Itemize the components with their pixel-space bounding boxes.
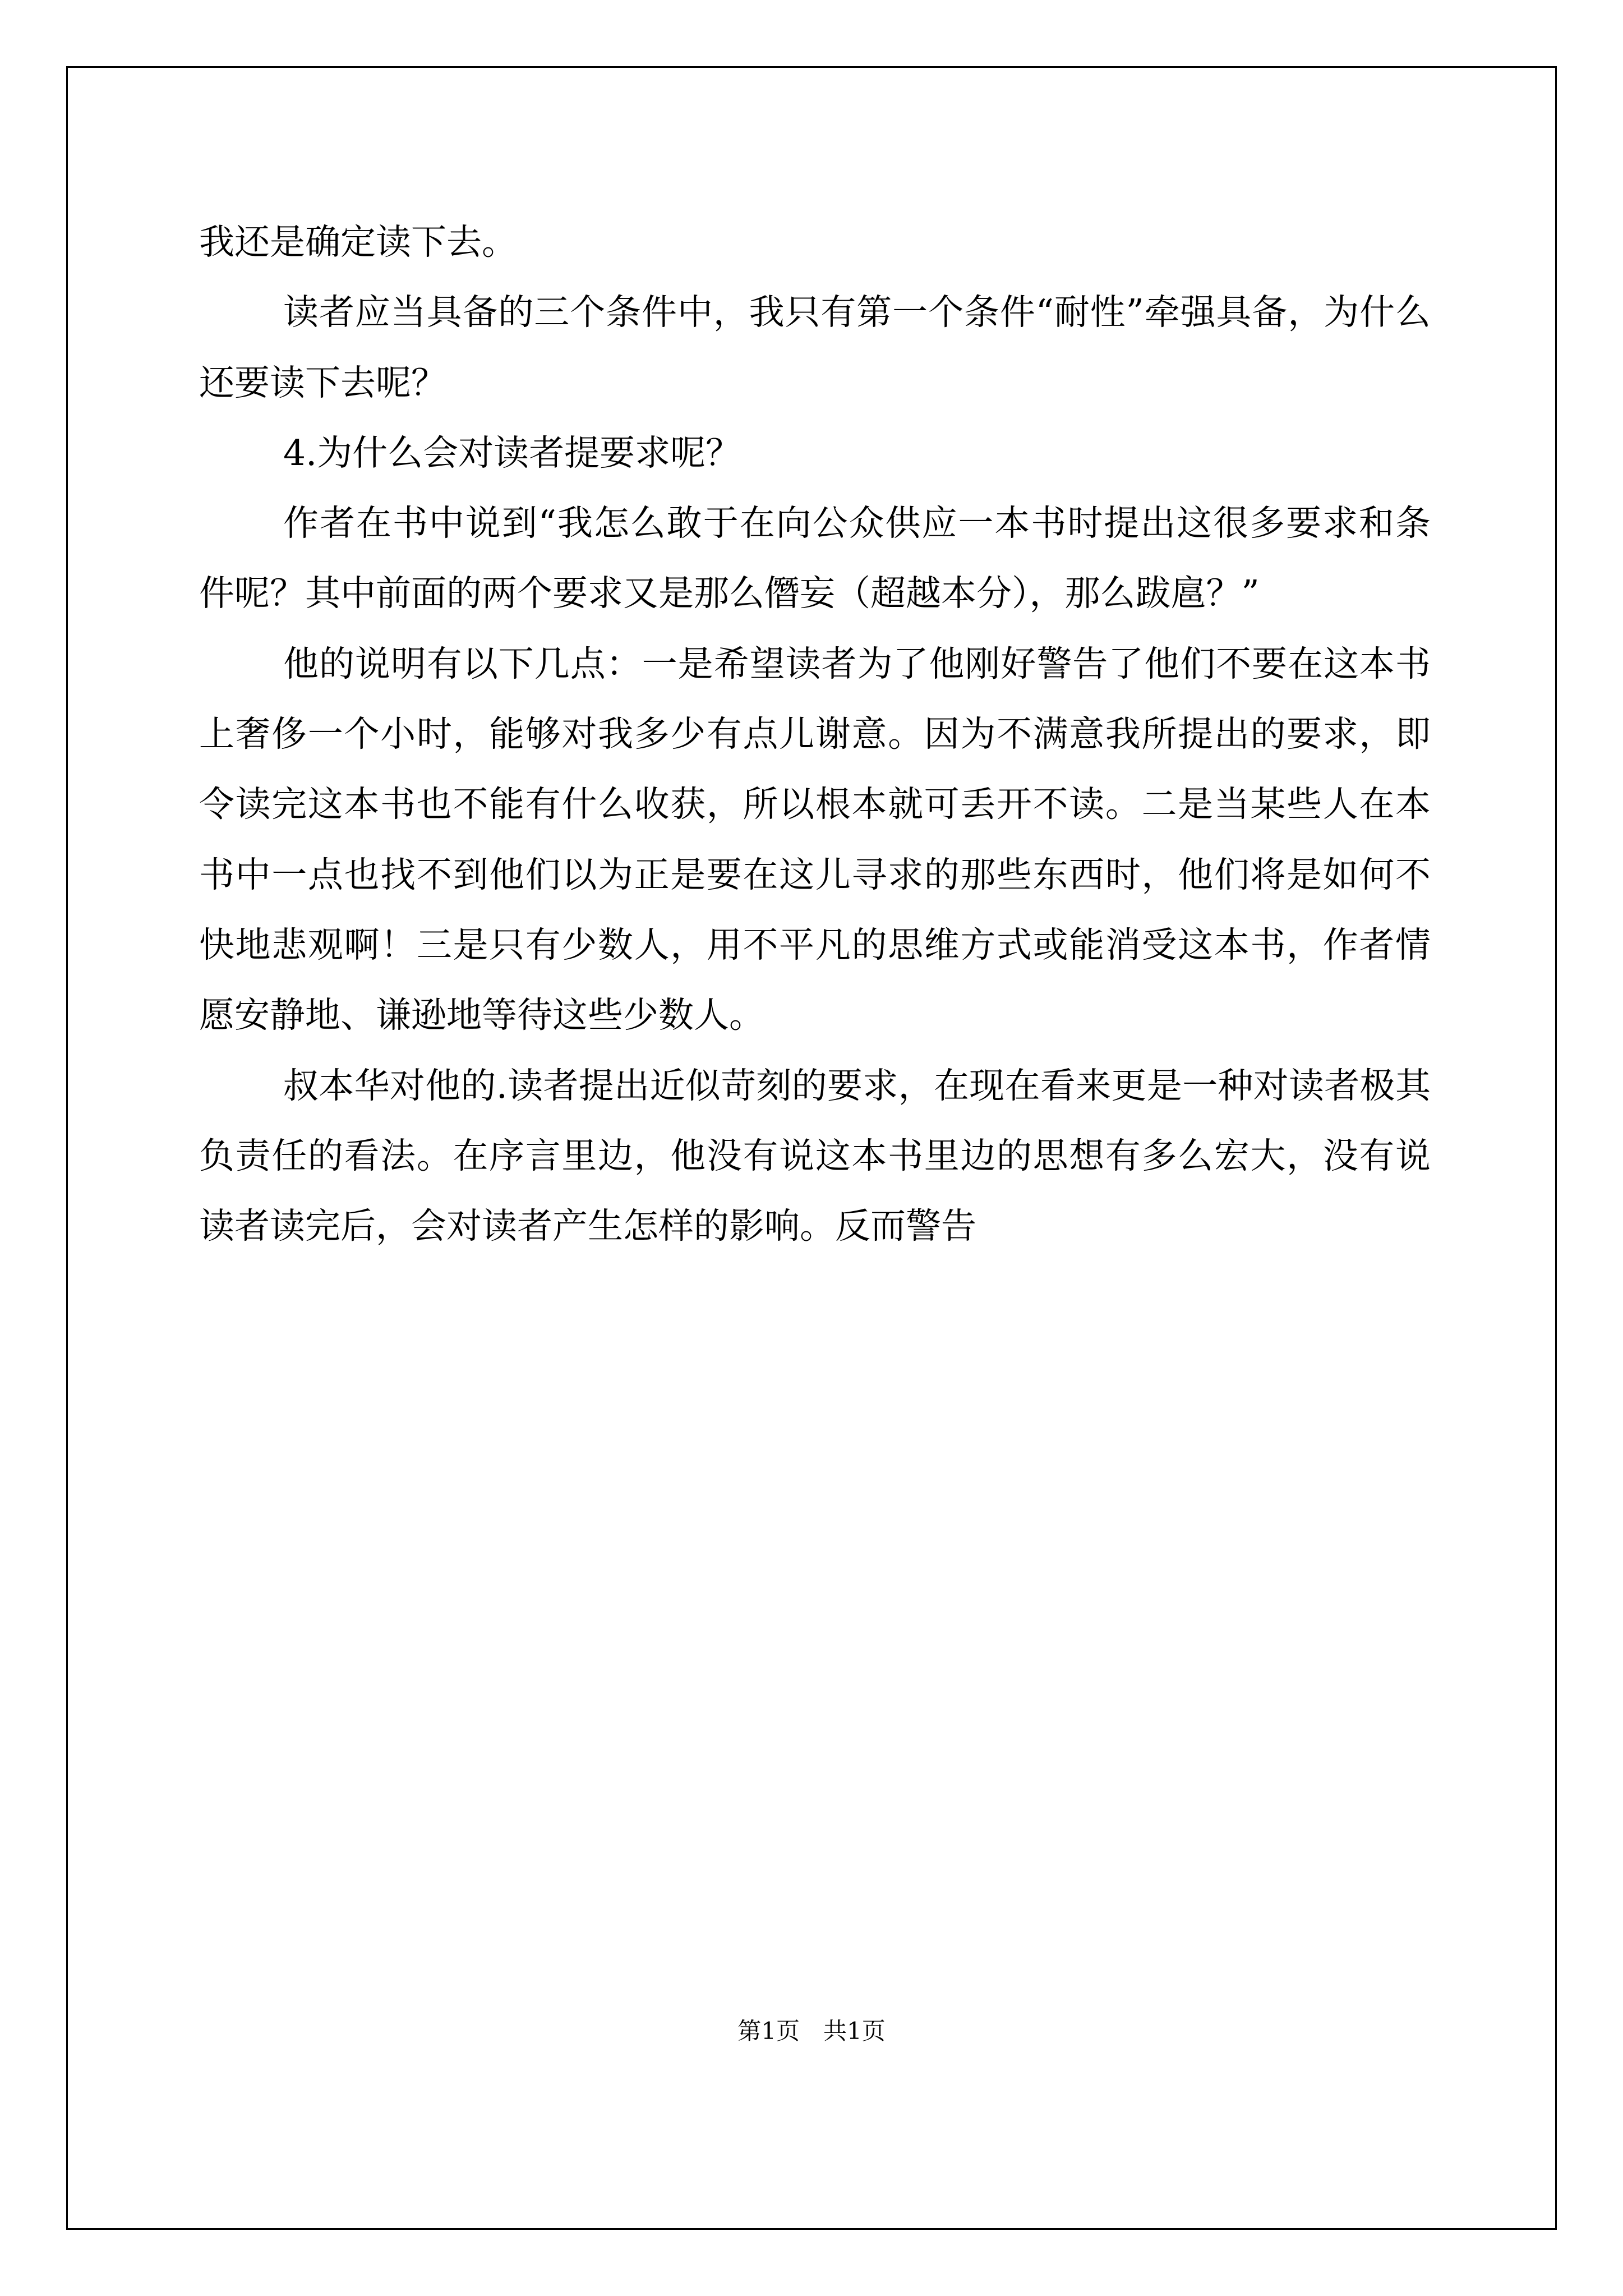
paragraph: 叔本华对他的.读者提出近似苛刻的要求，在现在看来更是一种对读者极其负责任的看法。在序言里边，他没有说这本书里边的思想有多么宏大，没有说读者读完后，会对读者产生怎样的影响。反而警告 [199, 1065, 1431, 1247]
paragraph: 读者应当具备的三个条件中，我只有第一个条件“耐性”牵强具备，为什么还要读下去呢？ [199, 292, 1431, 403]
page-count: 共1页 [823, 2017, 886, 2045]
document-body [199, 207, 1431, 1261]
section-heading: 4.为什么会对读者提要求呢？ [283, 432, 741, 473]
paragraph: 我还是确定读下去。 [199, 222, 517, 263]
page-number: 第1页 [737, 2017, 800, 2045]
page-footer [0, 2013, 1623, 2046]
paragraph: 作者在书中说到“我怎么敢于在向公众供应一本书时提出这很多要求和条件呢？其中前面的两个要求又是那么僭妄（超越本分），那么跋扈？” [199, 503, 1431, 614]
paragraph: 他的说明有以下几点：一是希望读者为了他刚好警告了他们不要在这本书上奢侈一个小时，能够对我多少有点儿谢意。因为不满意我所提出的要求，即令读完这本书也不能有什么收获，所以根本就可丢开不读。二是当某些人在本书中一点也找不到他们以为正是要在这儿寻求的那些东西时，他们将是如何不快地悲观啊！三是只有少数人，用不平凡的思维方式或能消受这本书，作者情愿安静地、谦逊地等待这些少数人。 [199, 643, 1431, 1036]
